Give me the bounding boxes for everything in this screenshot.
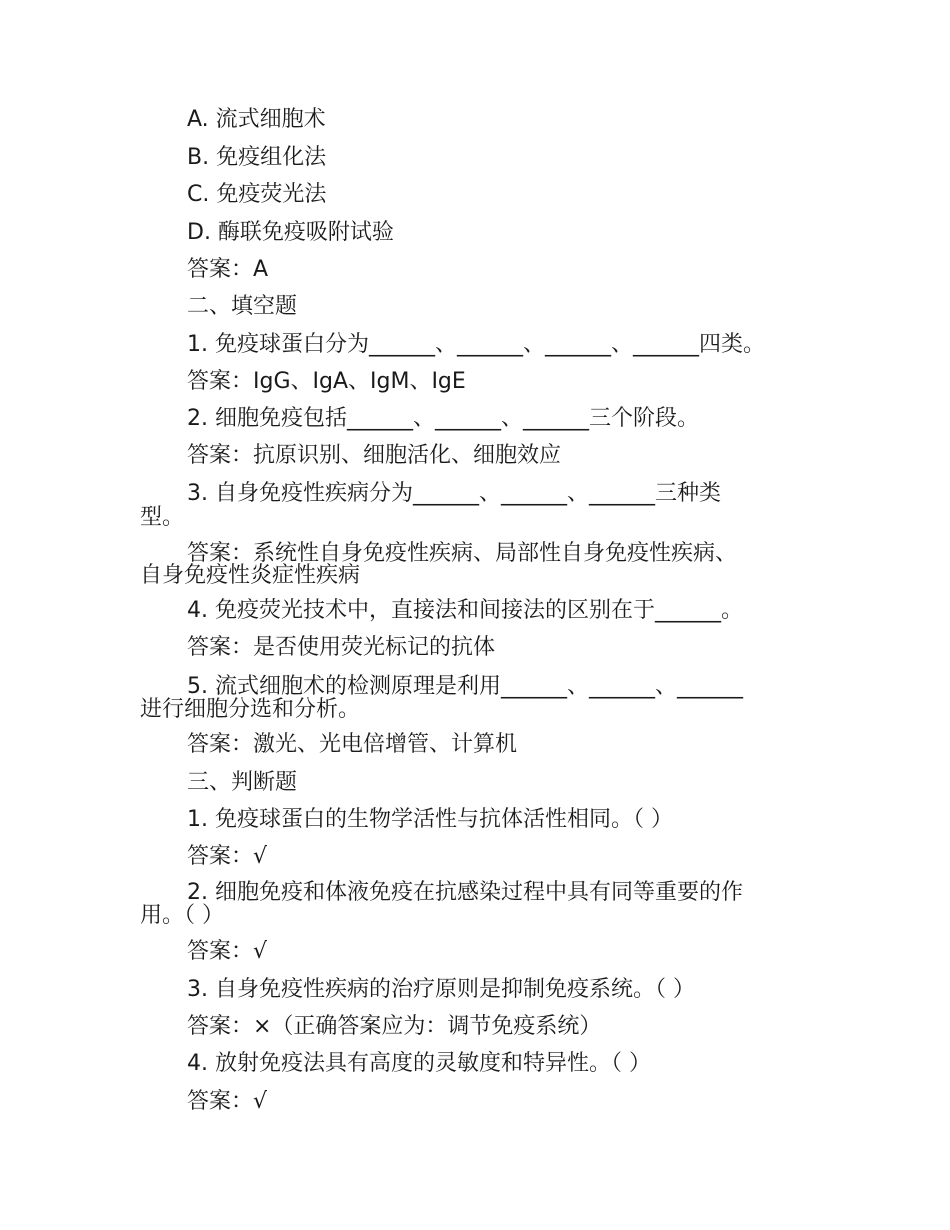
answer-text: 答案：√ bbox=[187, 939, 268, 964]
answer-text: 答案：A bbox=[187, 257, 269, 282]
question-text: 4. 放射免疫法具有高度的灵敏度和特异性。（ ） bbox=[187, 1051, 651, 1076]
option-b: B. 免疫组化法 bbox=[187, 145, 327, 170]
answer-text: 答案：×（正确答案应为：调节免疫系统） bbox=[187, 1014, 602, 1039]
question-text: 1. 免疫球蛋白分为______、______、______、______四类。 bbox=[187, 332, 765, 357]
answer-text: 答案：抗原识别、细胞活化、细胞效应 bbox=[187, 443, 562, 468]
answer-text: 答案：是否使用荧光标记的抗体 bbox=[187, 635, 496, 660]
answer-text: 答案：激光、光电倍增管、计算机 bbox=[187, 732, 518, 757]
answer-text: 答案：√ bbox=[187, 844, 268, 869]
question-text-continued: 进行细胞分选和分析。 bbox=[140, 697, 361, 722]
question-text-continued: 用。（ ） bbox=[140, 903, 224, 928]
question-text: 3. 自身免疫性疾病分为______、______、______三种类 bbox=[187, 481, 721, 506]
question-text-continued: 型。 bbox=[140, 505, 185, 530]
question-text: 1. 免疫球蛋白的生物学活性与抗体活性相同。（ ） bbox=[187, 807, 673, 832]
answer-text: 答案：IgG、IgA、IgM、IgE bbox=[187, 369, 466, 394]
question-text: 2. 细胞免疫包括______、______、______三个阶段。 bbox=[187, 406, 699, 431]
section-heading: 二、填空题 bbox=[187, 294, 298, 319]
question-text: 4. 免疫荧光技术中，直接法和间接法的区别在于______。 bbox=[187, 598, 743, 623]
answer-text-continued: 自身免疫性炎症性疾病 bbox=[140, 563, 361, 588]
question-text: 3. 自身免疫性疾病的治疗原则是抑制免疫系统。（ ） bbox=[187, 977, 695, 1002]
answer-text: 答案：系统性自身免疫性疾病、局部性自身免疫性疾病、 bbox=[187, 541, 738, 566]
question-text: 2. 细胞免疫和体液免疫在抗感染过程中具有同等重要的作 bbox=[187, 880, 743, 905]
option-d: D. 酶联免疫吸附试验 bbox=[187, 220, 394, 245]
option-a: A. 流式细胞术 bbox=[187, 107, 326, 132]
question-text: 5. 流式细胞术的检测原理是利用______、______、______ bbox=[187, 674, 743, 699]
section-heading: 三、判断题 bbox=[187, 770, 298, 795]
option-c: C. 免疫荧光法 bbox=[187, 182, 327, 207]
answer-text: 答案：√ bbox=[187, 1089, 268, 1114]
